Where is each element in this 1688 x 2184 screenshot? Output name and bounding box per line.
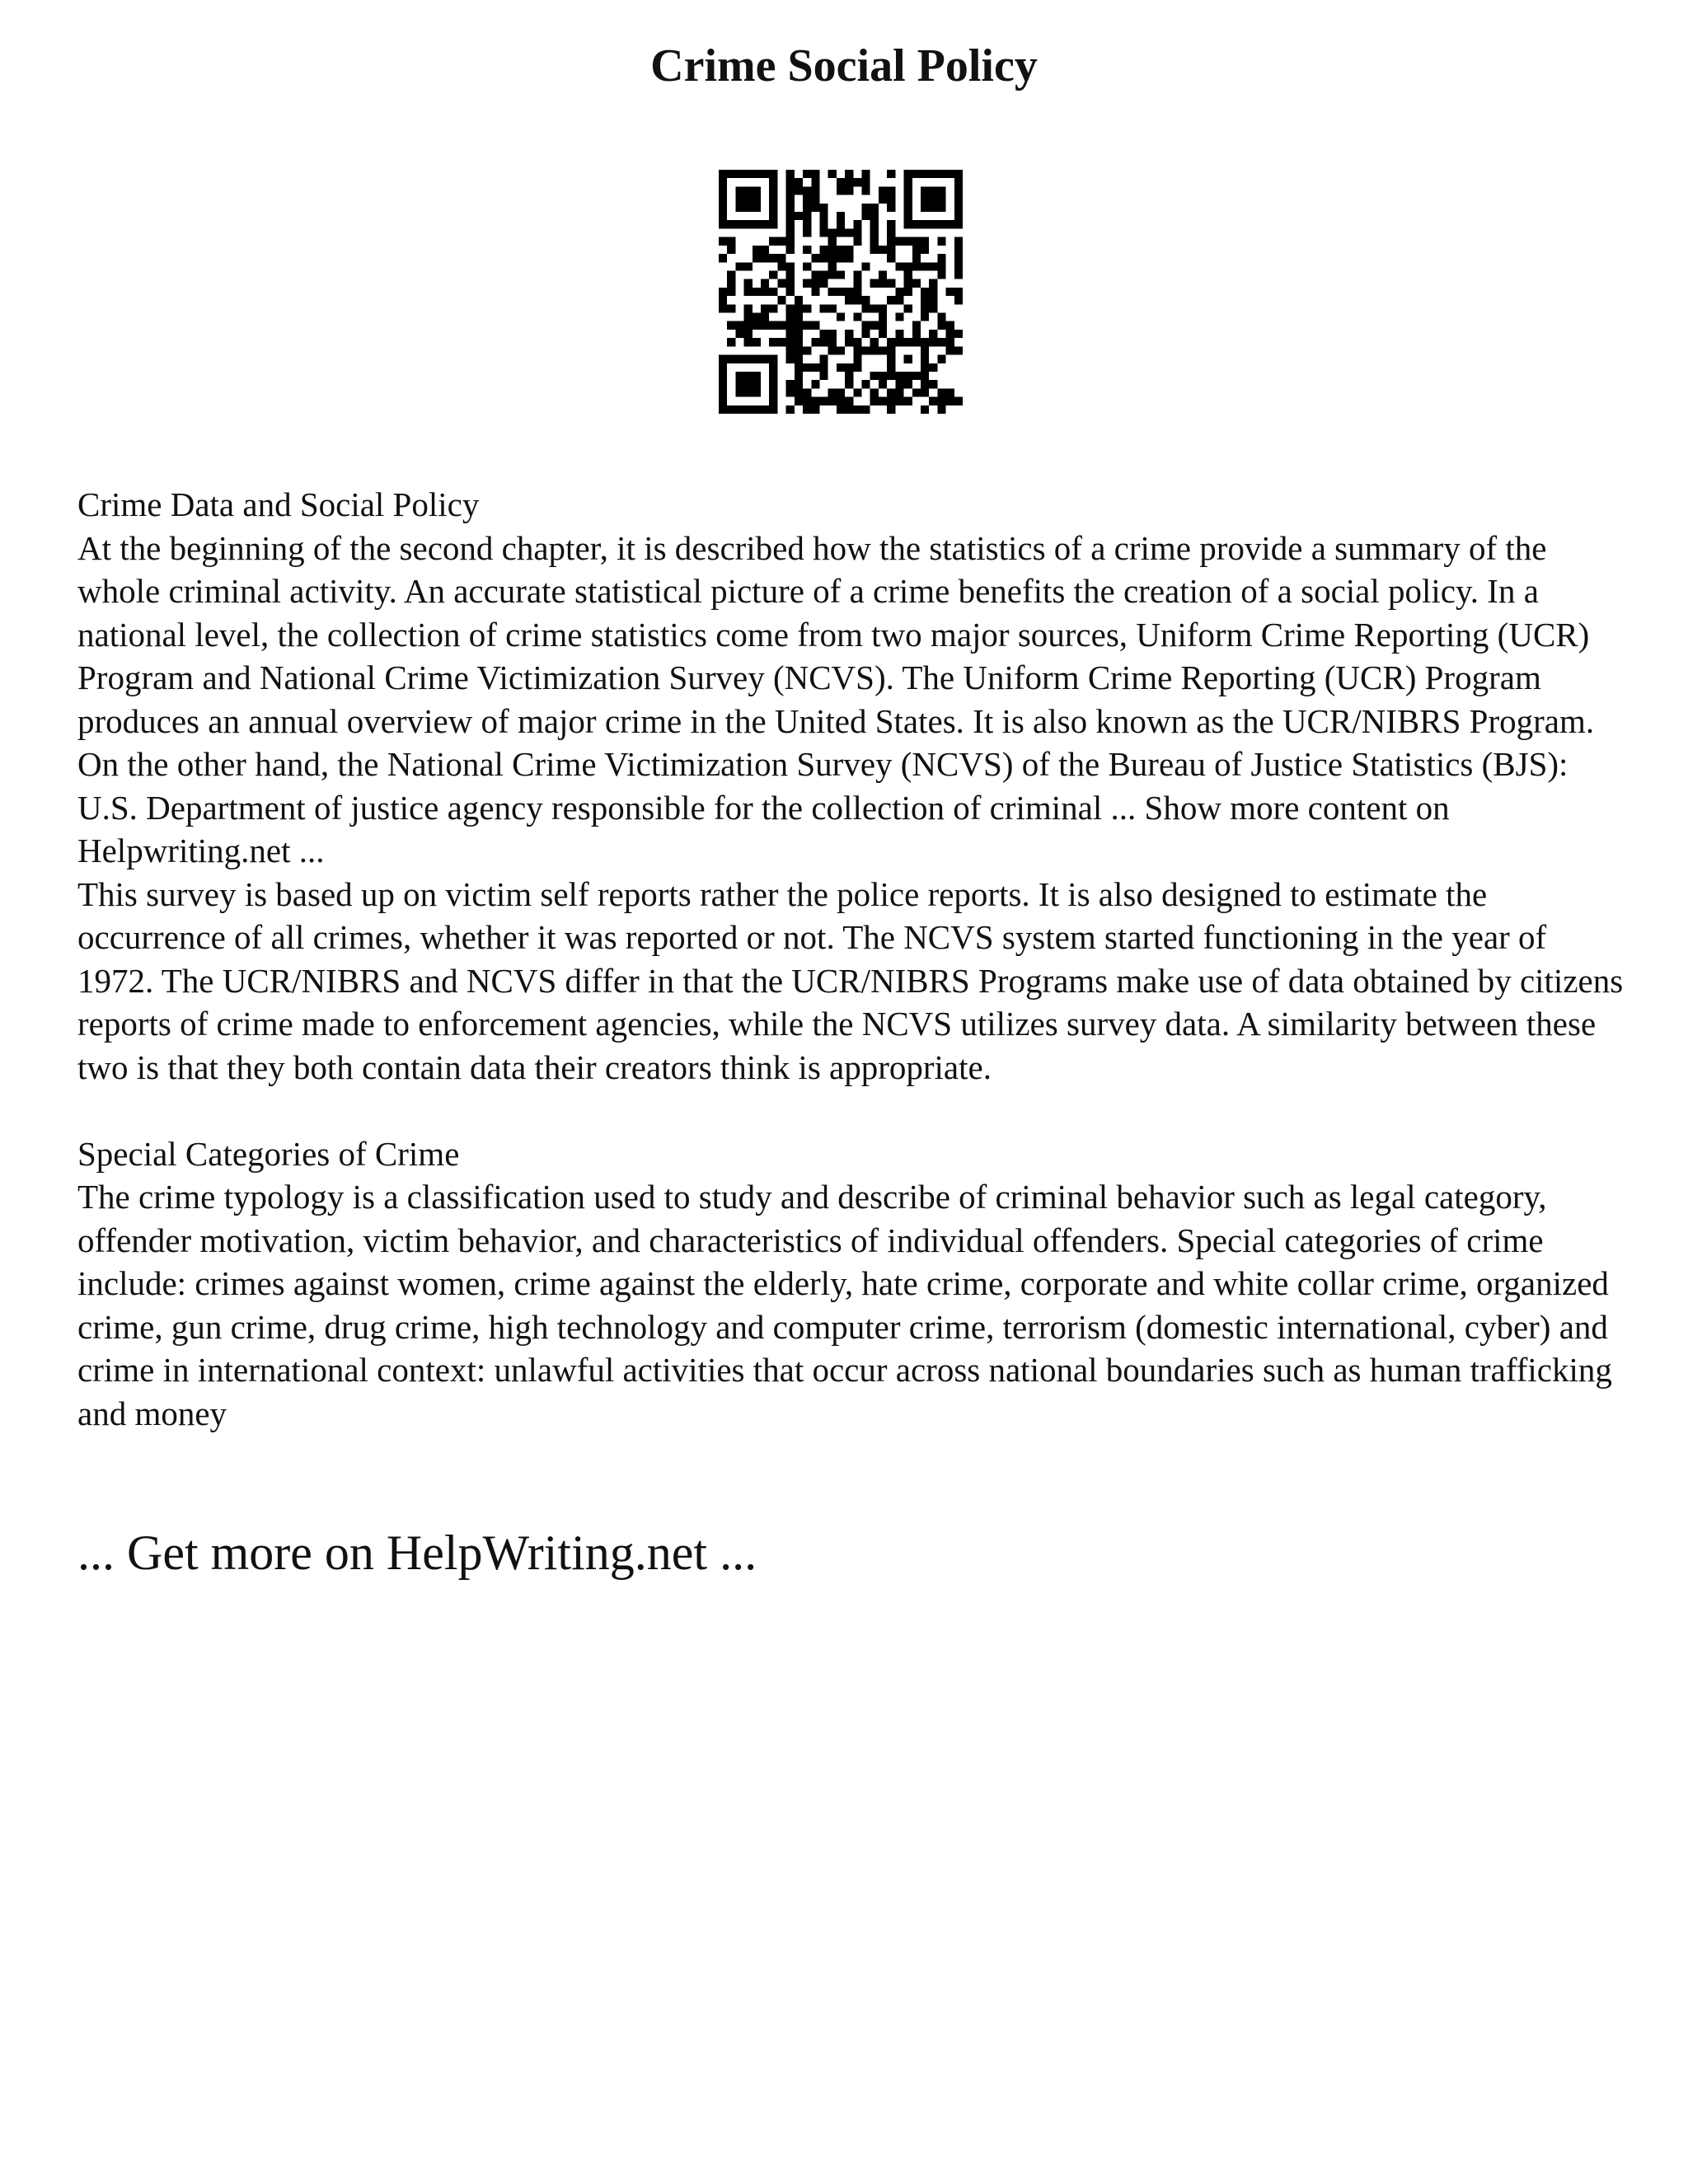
- paragraph-ncvs-survey: This survey is based up on victim self reports rather the police reports. It is also designed to estimate the occurrence of all crimes, whether it was reported or not. The NCVS system started functioning in the year of 1972. The UCR/NIBRS and NCVS differ in that the UCR/NIBRS Programs make use of data obtained by citizens reports of crime made to enforcement agencies, while the NCVS utilizes survey data. A similarity between these two is that they both contain data their creators think is appropriate.: [77, 874, 1624, 1086]
- paragraph-spacer: [77, 1089, 1627, 1132]
- paragraph-crime-typology: The crime typology is a classification used to study and describe of criminal behavior such as legal category, offender motivation, victim behavior, and characteristics of individual offenders. Special categories of crime include: crimes against women, crime against the elderly, hate crime, corporate and white collar crime, organized crime, gun crime, drug crime, high technology and computer crime, terrorism (domestic international, cyber) and crime in international context: unlawful activities that occur across national boundaries such as human trafficking and money: [77, 1178, 1612, 1432]
- section-heading-special-categories: Special Categories of Crime: [77, 1134, 460, 1173]
- qr-code-icon: [719, 170, 963, 414]
- document-title: Crime Social Policy: [650, 40, 1038, 91]
- get-more-link[interactable]: ... Get more on HelpWriting.net ...: [77, 1526, 757, 1580]
- document-body: [77, 483, 1627, 1435]
- section-heading-crime-data: Crime Data and Social Policy: [77, 485, 480, 523]
- paragraph-crime-data-intro: At the beginning of the second chapter, it is described how the statistics of a crime provide a summary of the whole criminal activity. An accurate statistical picture of a crime benefits the creation of a social policy. In a national level, the collection of crime statistics come from two major sources, Uniform Crime Reporting (UCR) Program and National Crime Victimization Survey (NCVS). The Uniform Crime Reporting (UCR) Program produces an annual overview of major crime in the United States. It is also known as the UCR/NIBRS Program. On the other hand, the National Crime Victimization Survey (NCVS) of the Bureau of Justice Statistics (BJS): U.S. Department of justice agency responsible for the collection of criminal ... Show more content on Helpwriting.net ...: [77, 528, 1595, 869]
